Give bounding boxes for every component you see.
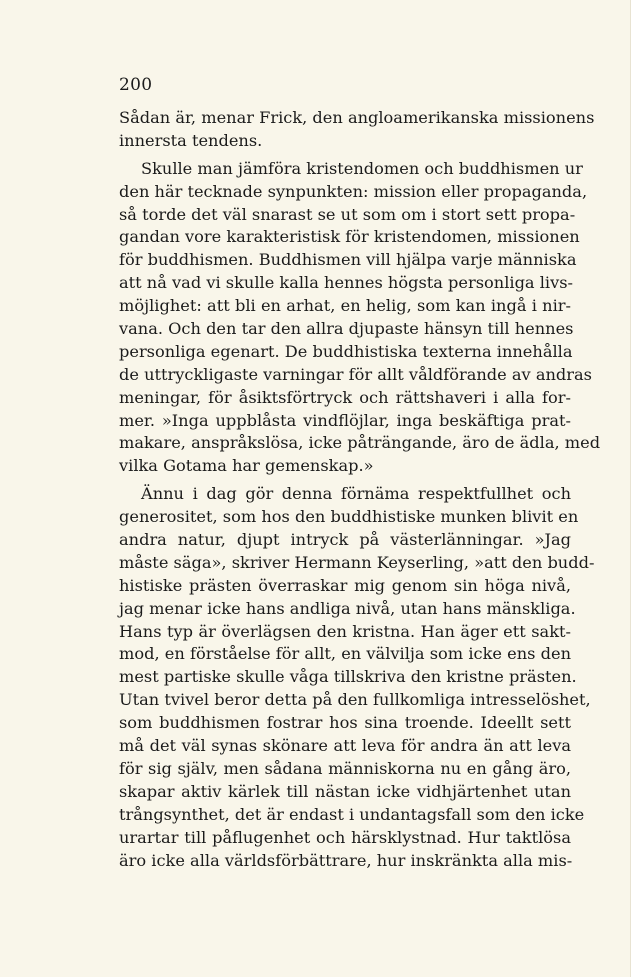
text-line: jag menar icke hans andliga nivå, utan hans mänskliga. <box>119 598 576 618</box>
text-line: andra natur, djupt intryck på västerlänningar. »Jag <box>119 530 571 550</box>
page-edge <box>631 0 636 977</box>
text-line: så torde det väl snarast se ut som om i stort sett propa- <box>119 204 576 224</box>
text-line: Utan tvivel beror detta på den fullkomliga intresselöshet, <box>119 690 591 710</box>
body-text <box>119 107 601 872</box>
text-line: Ännu i dag gör denna förnäma respektfullhet och <box>141 484 571 504</box>
paragraph <box>119 107 595 153</box>
text-line: vana. Och den tar den allra djupaste hänsyn till hennes <box>119 319 574 339</box>
text-line: mer. »Inga uppblåsta vindflöjlar, inga beskäftiga prat- <box>119 410 571 430</box>
text-line: för sig själv, men sådana människorna nu en gång äro, <box>119 758 571 778</box>
text-line: personliga egenart. De buddhistiska texterna innehålla <box>119 341 573 361</box>
text-line: som buddhismen fostrar hos sina troende. Ideellt sett <box>119 713 571 733</box>
text-line: meningar, för åsiktsförtryck och rättshaveri i alla for- <box>119 387 571 407</box>
text-line: den här tecknade synpunkten: mission eller propaganda, <box>119 181 588 201</box>
text-line: möjlighet: att bli en arhat, en helig, som kan ingå i nir- <box>119 296 571 316</box>
text-line: de uttryckligaste varningar för allt våldförande av andras <box>119 364 592 384</box>
paragraph <box>119 158 601 478</box>
text-line: för buddhismen. Buddhismen vill hjälpa varje människa <box>119 250 577 270</box>
text-line: trångsynthet, det är endast i undantagsfall som den icke <box>119 804 585 824</box>
paragraph <box>119 483 595 872</box>
page-number: 200 <box>119 75 153 95</box>
text-line: urartar till påflugenhet och härsklystnad. Hur taktlösa <box>119 827 571 847</box>
text-line: Skulle man jämföra kristendomen och buddhismen ur <box>141 158 583 178</box>
text-line: att nå vad vi skulle kalla hennes högsta personliga livs- <box>119 273 574 293</box>
text-line: mod, en förståelse för allt, en välvilja som icke ens den <box>119 644 571 664</box>
text-line: må det väl synas skönare att leva för andra än att leva <box>119 736 571 756</box>
text-line: histiske prästen överraskar mig genom sin höga nivå, <box>119 575 571 595</box>
text-line: vilka Gotama har gemenskap.» <box>119 456 374 476</box>
text-line: makare, anspråkslösa, icke påträngande, äro de ädla, med <box>119 433 601 453</box>
text-line: skapar aktiv kärlek till nästan icke vidhjärtenhet utan <box>119 781 571 801</box>
text-line: Hans typ är överlägsen den kristna. Han äger ett sakt- <box>119 621 571 641</box>
text-line: Sådan är, menar Frick, den angloamerikanska missionens <box>119 108 595 127</box>
text-line: äro icke alla världsförbättrare, hur inskränkta alla mis- <box>119 850 573 870</box>
text-line: innersta tendens. <box>119 130 263 150</box>
text-line: mest partiske skulle våga tillskriva den kristne prästen. <box>119 667 577 687</box>
text-line: måste säga», skriver Hermann Keyserling, »att den budd- <box>119 552 595 572</box>
text-line: gandan vore karakteristisk för kristendomen, missionen <box>119 227 580 247</box>
text-line: generositet, som hos den buddhistiske munken blivit en <box>119 507 579 527</box>
